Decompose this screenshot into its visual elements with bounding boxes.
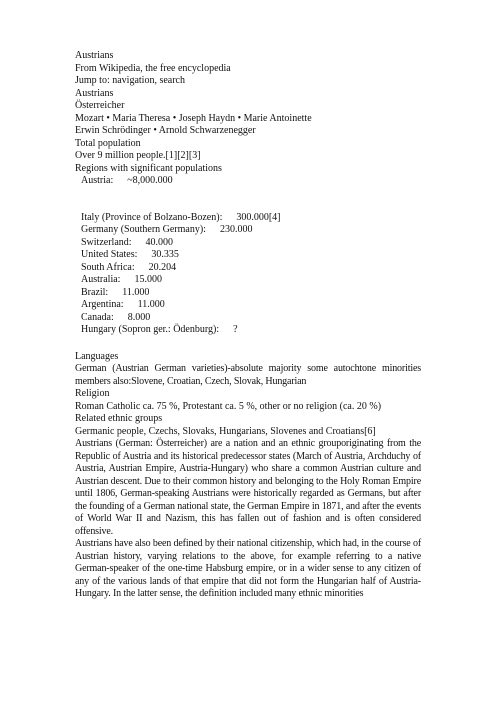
page-title: Austrians (75, 50, 114, 61)
region-value: 15.000 (134, 274, 162, 285)
notable-people-line-1: Mozart • Maria Theresa • Joseph Haydn • Marie Antoinette (75, 112, 312, 124)
body-paragraph-1: Austrians (German: Österreicher) are a nation and an ethnic grouporiginating from the Republic of Austria and its historical predecessor states (March of Austria, Archduchy of Austria, Austrian Empire, Austria-Hungary) who share a common Austrian culture and Austrian descent. Due to their common history and belonging to the Holy Roman Empire until 1806, German-speaking Austrians were historically regarded as Germans, but after the founding of a German national state, the German Empire in 1871, and after the events of World War II and Nazism, this has fallen out of fashion and is often considered offensive. (75, 438, 421, 537)
related-groups-label: Related ethnic groups (75, 413, 163, 424)
region-value: 30.335 (151, 249, 179, 260)
region-item (75, 324, 421, 337)
region-item (75, 299, 421, 312)
native-name: Österreicher (75, 100, 125, 111)
region-name: Germany (Southern Germany): (81, 224, 206, 235)
source-line: From Wikipedia, the free encyclopedia (75, 62, 231, 74)
region-item (75, 274, 421, 287)
region-value: 8.000 (127, 311, 151, 323)
region-name: Argentina: (81, 299, 124, 310)
region-item (75, 224, 421, 237)
notable-people-line-2: Erwin Schrödinger • Arnold Schwarzenegger (75, 125, 256, 136)
infobox-subject: Austrians (75, 87, 114, 99)
spacer (75, 188, 421, 212)
region-item (75, 237, 421, 250)
region-value: 230.000 (219, 224, 253, 235)
total-population-label: Total population (75, 137, 141, 149)
region-item (75, 262, 421, 275)
region-name: Australia: (81, 274, 121, 285)
region-value: 11.000 (122, 286, 150, 298)
region-value: 11.000 (137, 299, 165, 310)
region-value: 20.204 (148, 261, 177, 273)
religion-value: Roman Catholic ca. 75 %, Protestant ca. 5 %, other or no religion (ca. 20 %) (75, 400, 382, 412)
region-value: ? (233, 324, 238, 335)
region-item (75, 249, 421, 262)
region-name: United States: (81, 249, 138, 260)
article (75, 50, 421, 601)
region-item (75, 212, 421, 225)
spacer (75, 337, 421, 351)
religion-label: Religion (75, 388, 110, 399)
body-paragraph-2: Austrians have also been defined by their national citizenship, which had, in the course of Austrian history, varying relations to the above, for example referring to a native German-speaker of the one-time Habsburg empire, or in a wider sense to any citizen of any of the various lands of that empire that did not form the Hungarian half of Austria-Hungary. In the latter sense, the definition included many ethnic minorities (75, 538, 421, 599)
region-name: Hungary (Sopron ger.: Ödenburg): (81, 324, 220, 335)
languages-value: German (Austrian German varieties)-absolute majority some autochtone minorities members also:Slovene, Croatian, Czech, Slovak, Hungarian (75, 363, 421, 387)
regions-label: Regions with significant populations (75, 162, 222, 174)
region-name: Canada: (81, 311, 114, 323)
total-population-value: Over 9 million people.[1][2][3] (75, 150, 201, 161)
region-name: Brazil: (81, 286, 109, 298)
region-item (75, 312, 421, 325)
region-name: Austria: (81, 175, 114, 186)
region-value: ~8,000.000 (127, 175, 173, 186)
region-value: 300.000[4] (236, 211, 281, 223)
region-item (75, 287, 421, 300)
region-name: South Africa: (81, 261, 135, 273)
region-list (75, 212, 421, 337)
region-value: 40.000 (145, 236, 174, 248)
languages-label: Languages (75, 350, 119, 362)
region-name: Italy (Province of Bolzano-Bozen): (81, 211, 223, 223)
region-name: Switzerland: (81, 236, 132, 248)
related-groups-value: Germanic people, Czechs, Slovaks, Hungarians, Slovenes and Croatians[6] (75, 425, 376, 437)
jump-to-line: Jump to: navigation, search (75, 75, 185, 86)
region-austria (75, 175, 421, 188)
